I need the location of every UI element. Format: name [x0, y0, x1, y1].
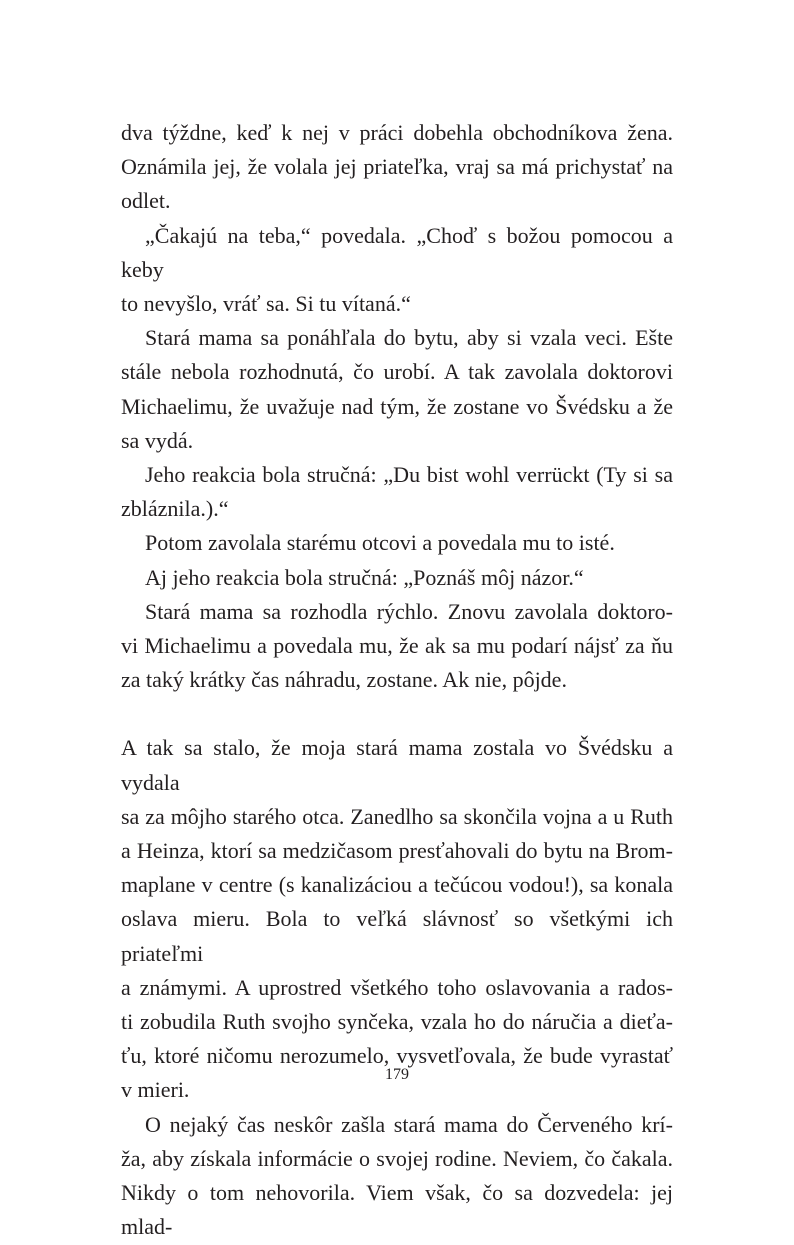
paragraph: [121, 321, 673, 458]
text-line: ti zobudila Ruth svojho synčeka, vzala ho do náručia a dieťa-: [121, 1009, 673, 1035]
text-line: stále nebola rozhodnutá, čo urobí. A tak zavolala doktorovi: [121, 359, 673, 385]
text-line: Jeho reakcia bola stručná: „Du bist wohl verrückt (Ty si sa: [145, 462, 673, 488]
paragraph: [121, 1108, 673, 1245]
text-line: to nevyšlo, vráť sa. Si tu vítaná.“: [121, 291, 411, 317]
paragraph: [121, 595, 673, 698]
text-line: Aj jeho reakcia bola stručná: „Poznáš môj názor.“: [145, 564, 584, 590]
paragraph: [121, 116, 673, 219]
text-line: Stará mama sa ponáhľala do bytu, aby si vzala veci. Ešte: [145, 325, 673, 351]
text-line: maplane v centre (s kanalizáciou a tečúcou vodou!), sa konala: [121, 872, 673, 898]
text-line: Potom zavolala starému otcovi a povedala mu to isté.: [145, 530, 615, 556]
text-line: Nikdy o tom nehovorila. Viem však, čo sa dozvedela: jej mlad-: [121, 1180, 673, 1240]
paragraph: [121, 731, 673, 1107]
text-line: odlet.: [121, 188, 171, 214]
text-line: sa vydá.: [121, 427, 194, 453]
page-number: 179: [385, 1066, 409, 1083]
section-break: [121, 697, 673, 731]
paragraph: [121, 458, 673, 526]
text-line: Oznámila jej, že volala jej priateľka, vraj sa má prichystať na: [121, 154, 673, 180]
paragraph: [121, 561, 673, 595]
text-line: vi Michaelimu a povedala mu, že ak sa mu podarí nájsť za ňu: [121, 633, 673, 659]
text-line: v mieri.: [121, 1077, 190, 1103]
text-line: ža, aby získala informácie o svojej rodine. Neviem, čo čakala.: [121, 1145, 673, 1171]
text-line: oslava mieru. Bola to veľká slávnosť so všetkými ich priateľmi: [121, 906, 673, 966]
text-line: sa za môjho starého otca. Zanedlho sa skončila vojna a u Ruth: [121, 803, 673, 829]
text-line: a známymi. A uprostred všetkého toho oslavovania a rados-: [121, 974, 673, 1000]
text-line: a Heinza, ktorí sa medzičasom presťahovali do bytu na Brom-: [121, 838, 673, 864]
text-line: zbláznila.).“: [121, 496, 229, 522]
paragraph: [121, 526, 673, 560]
text-line: dva týždne, keď k nej v práci dobehla obchodníkova žena.: [121, 120, 673, 145]
text-line: ťu, ktoré ničomu nerozumelo, vysvetľovala, že bude vyrastať: [121, 1043, 673, 1069]
paragraph: [121, 219, 673, 322]
text-line: A tak sa stalo, že moja stará mama zostala vo Švédsku a vydala: [121, 735, 673, 795]
text-line: O nejaký čas neskôr zašla stará mama do Červeného krí-: [145, 1111, 673, 1137]
text-line: Stará mama sa rozhodla rýchlo. Znovu zavolala doktoro-: [145, 598, 673, 624]
text-line: Michaelimu, že uvažuje nad tým, že zostane vo Švédsku a že: [121, 393, 673, 419]
text-line: za taký krátky čas náhradu, zostane. Ak nie, pôjde.: [121, 667, 567, 693]
text-line: „Čakajú na teba,“ povedala. „Choď s božou pomocou a keby: [121, 222, 673, 282]
